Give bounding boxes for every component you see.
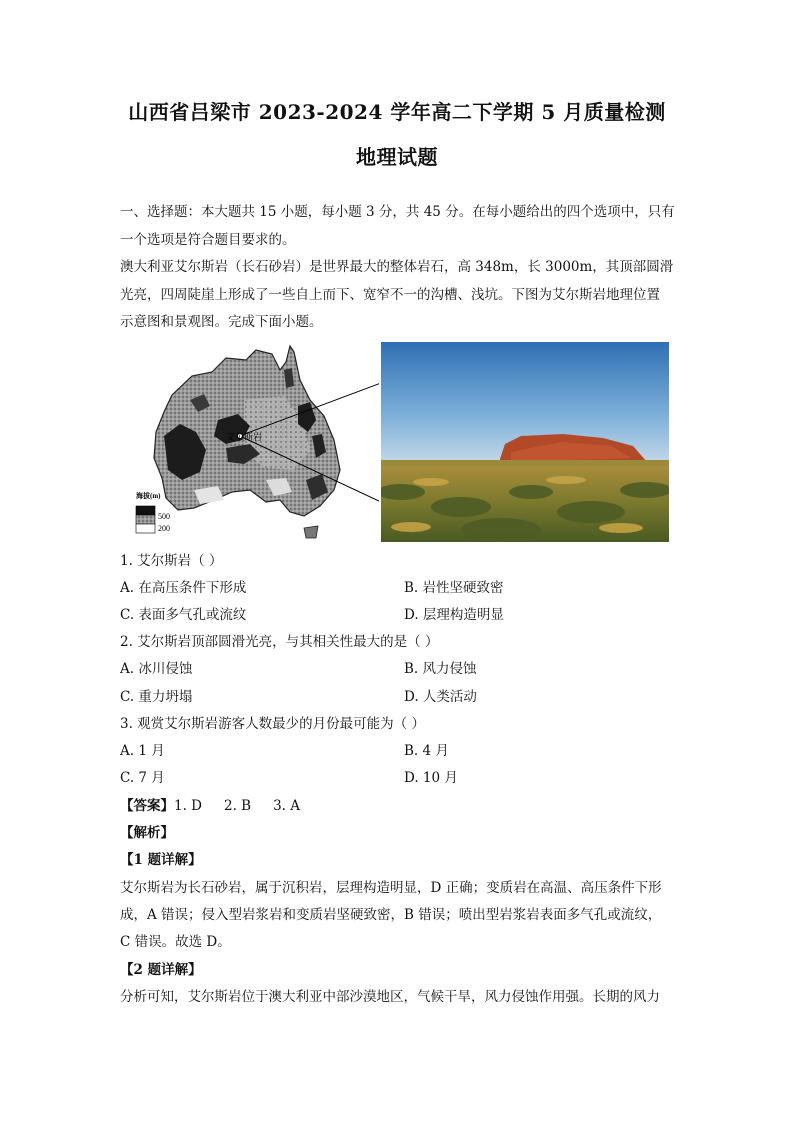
question-2-option-c: C. 重力坍塌 xyxy=(120,689,193,705)
question-3-option-d: D. 10 月 xyxy=(404,770,458,786)
question-2-option-a: A. 冰川侵蚀 xyxy=(120,661,193,677)
question-1-option-a: A. 在高压条件下形成 xyxy=(120,580,247,596)
question-1-option-d: D. 层理构造明显 xyxy=(404,607,504,623)
question-2-stem: 2. 艾尔斯岩顶部圆滑光亮，与其相关性最大的是（ ） xyxy=(120,634,439,650)
question-1-option-b: B. 岩性坚硬致密 xyxy=(404,580,504,596)
title-line-1: 山西省吕梁市 2023-2024 学年高二下学期 5 月质量检测 xyxy=(128,100,666,124)
title-line-2: 地理试题 xyxy=(356,145,438,169)
question-2-option-b: B. 风力侵蚀 xyxy=(404,661,477,677)
q2-analysis-label: 【2 题详解】 xyxy=(120,962,202,978)
question-3-option-c: C. 7 月 xyxy=(120,770,165,786)
answer-item-1: 1. D xyxy=(174,798,202,814)
answer-item-3: 3. A xyxy=(273,798,301,814)
q1-analysis-line-2: 成，A 错误；侵入型岩浆岩和变质岩坚硬致密，B 错误；喷出型岩浆岩表面多气孔或流纹， xyxy=(120,907,662,923)
question-1-stem: 1. 艾尔斯岩（ ） xyxy=(120,553,223,569)
question-2-option-d: D. 人类活动 xyxy=(404,689,477,705)
answer-label: 【答案】 xyxy=(120,798,174,814)
q2-analysis-line-1: 分析可知，艾尔斯岩位于澳大利亚中部沙漠地区，气候干旱，风力侵蚀作用强。长期的风力 xyxy=(120,989,660,1005)
question-3-stem: 3. 观赏艾尔斯岩游客人数最少的月份最可能为（ ） xyxy=(120,716,425,732)
ayers-rock-photo xyxy=(381,342,669,542)
q1-analysis-label: 【1 题详解】 xyxy=(120,852,202,868)
q1-analysis-line-3: C 错误。故选 D。 xyxy=(120,934,231,950)
figure-map-and-photo xyxy=(134,340,674,546)
q1-analysis-line-1: 艾尔斯岩为长石砂岩，属于沉积岩，层理构造明显，D 正确；变质岩在高温、高压条件下形 xyxy=(120,880,662,896)
question-stem-line-3: 示意图和景观图。完成下面小题。 xyxy=(120,314,323,330)
section-instructions-1: 一、选择题：本大题共 15 小题，每小题 3 分，共 45 分。在每小题给出的四个选项中，只有 xyxy=(120,204,675,220)
question-stem-line-1: 澳大利亚艾尔斯岩（长石砂岩）是世界最大的整体岩石，高 348m，长 3000m，其顶部圆滑 xyxy=(120,259,674,275)
legend-title: 海拔(m) xyxy=(136,492,161,500)
section-instructions-2: 一个选项是符合题目要求的。 xyxy=(120,232,296,248)
answer-item-2: 2. B xyxy=(224,798,252,814)
question-3-option-a: A. 1 月 xyxy=(120,743,165,759)
question-1-option-c: C. 表面多气孔或流纹 xyxy=(120,607,247,623)
question-3-option-b: B. 4 月 xyxy=(404,743,449,759)
analysis-label: 【解析】 xyxy=(120,825,174,841)
map-label-ayers-rock: 艾尔斯岩 xyxy=(226,432,263,442)
question-stem-line-2: 光亮，四周陡崖上形成了一些自上而下、宽窄不一的沟槽、浅坑。下图为艾尔斯岩地理位置 xyxy=(120,287,660,303)
australia-map xyxy=(134,340,379,546)
legend-value-500: 500 xyxy=(158,512,170,521)
legend-value-200: 200 xyxy=(158,524,170,533)
answer-line xyxy=(120,796,322,816)
